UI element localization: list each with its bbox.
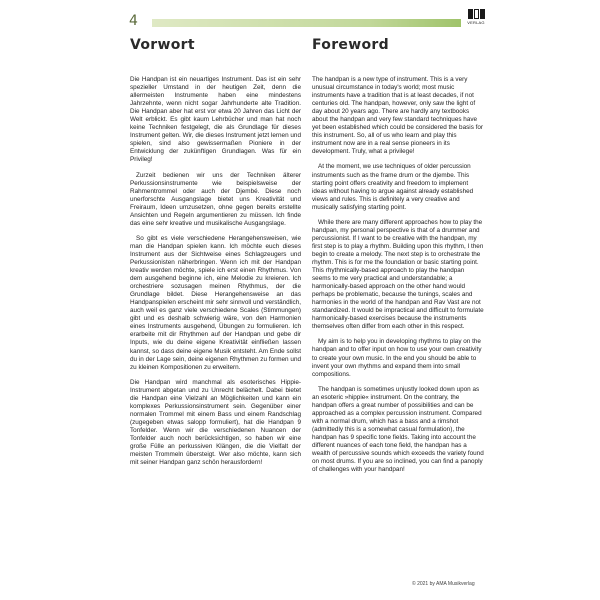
english-paragraph: At the moment, we use techniques of older percussion instruments such as the frame drum or the djembe. This starting point offers creativity and freedom to implement ideas without having to argue against already established views and rules. This is definitely a very creative and musically satisfying starting point.: [312, 163, 474, 211]
german-paragraph: Die Handpan wird manchmal als esoterisches Hippie-Instrument abgetan und zu Unrecht belächelt. Dabei bietet die Handpan eine Vielzahl an Möglichkeiten und kann ein komplexes Perkussionsinstrument sein. Gegenüber einer normalen Trommel mit einem Bass und einem Randschlag (zugegeben etwas salopp formuliert), hat die Handpan 9 Tonfelder. Wenn wir die verschiedenen Nuancen der Tonfelder auch noch berücksichtigen, so haben wir eine große Fülle an perkussiven Klängen, die die Vielfalt der meisten Trommeln übersteigt. Wer also möchte, kann sich mit seiner Handpan ganz schön herausfordern!: [130, 378, 301, 467]
english-body: [312, 76, 484, 474]
german-paragraph: Die Handpan ist ein neuartiges Instrument. Das ist ein sehr spezieller Umstand in der heutigen Zeit, denn die allermeisten Instrumente haben eine mindestens Jahrzehnte, wenn nicht sogar Jahrhunderte alte Tradition. Die Handpan aber hat erst vor etwa 20 Jahren das Licht der Welt erblickt. Es gibt kaum Lehrbücher und man hat noch keine Techniken festgelegt, die als Grundlage für dieses Instrument gelten. Wir, die dieses Instrument jetzt lernen und spielen, sind also gewissermaßen Pioniere in der Entwicklung der zukünftigen Grundlagen. Was für ein Privileg!: [130, 76, 301, 164]
english-paragraph: My aim is to help you in developing rhythms to play on the handpan and to offer input on how to use your own creativity to create your own music. In the end you should be able to invent your own rhythms and expand them into small compositions.: [312, 338, 482, 378]
publisher-logo: [466, 9, 486, 29]
english-column: [312, 37, 484, 481]
copyright-notice: © 2021 by AMA Musikverlag: [412, 581, 475, 587]
english-paragraph: The handpan is a new type of instrument. This is a very unusual circumstance in today's world; most music instruments have a tradition that is at least decades, if not centuries old. The handpan, however, only saw the light of day about 20 years ago. There are hardly any textbooks about the handpan and very few standard techniques have yet been established which could be considered the basis for this instrument. So, all of us who learn and play this instrument now are in a real sense pioneers in its development. Truly, what a privilege!: [312, 76, 484, 156]
english-title: Foreword: [312, 37, 389, 53]
english-paragraph: The handpan is sometimes unjustly looked down upon as an esoteric »hippie« instrument. On the contrary, the handpan offers a great number of possibilities and can be approached as a complex percussion instrument. Compared with a normal drum, which has a bass and a rimshot (admittedly this is a somewhat casual formulation), the handpan has 9 specific tone fields. Taking into account the different nuances of each tone field, the handpan has a wealth of percussive sounds which exceeds the variety found on most drums. If you are so inclined, you can find a panoply of challenges with your handpan!: [312, 385, 484, 474]
header-accent-bar: [152, 19, 461, 27]
german-paragraph: So gibt es viele verschiedene Herangehensweisen, wie man die Handpan spielen kann. Ich möchte euch dieses Instrument aus der Sichtweise eines Schlagzeugers und Perkussionisten näherbringen. Wenn ich mit der Handpan kreativ werden möchte, spiele ich erst einen Rhythmus. Von dem ausgehend beginne ich, eine Melodie zu kreieren. Ich orchestriere sozusagen meinen Rhythmus, der die Grundlage bildet. Diese Herangehensweise an das Handpanspielen erscheint mir sehr sinnvoll und verständlich, auch weil es ganz viele verschiedene Scales (Stimmungen) gibt und es deshalb schwierig wäre, von den Harmonien eines Instruments ausgehend, Übungen zu formulieren. Ich erarbeite mit dir Rhythmen auf der Handpan und gebe dir Inputs, wie du deine eigene Kreativität einfließen lassen kannst, so dass deine eigene Musik entsteht. Am Ende sollst du in der Lage sein, deine eigenen Rhythmen zu formen und zu kleinen Kompositionen zu erweitern.: [130, 234, 301, 371]
german-body: [130, 76, 301, 467]
page-number: 4: [129, 13, 138, 29]
german-paragraph: Zurzeit bedienen wir uns der Techniken älterer Perkussionsinstrumente wie beispielsweise der Rahmentrommel oder auch der Djembé. Diese noch unerforschte Ausgangslage bietet uns Kreativität und Freiraum, Ideen umzusetzen, ohne gegen bereits erstellte Ansichten und Regeln argumentieren zu müssen. Ich finde das eine sehr kreative und musikalische Ausgangslage.: [130, 171, 301, 227]
logo-mark-icon: [466, 9, 486, 19]
german-column: [130, 37, 301, 474]
english-paragraph: While there are many different approaches how to play the handpan, my personal perspective is that of a drummer and percussionist. If I want to be creative with the handpan, my first step is to play a rhythm. Building upon this rhythm, I then begin to create a melody. The next step is to orchestrate the rhythm. This is for me the foundation or basic starting point. This rhythmically-based approach to play the handpan seems to me very practical and understandable; a harmonically-based approach on the other hand would perhaps be problematic, because the tunings, scales and harmonies in the world of the handpan and Rav Vast are not standardized. It would be impractical and difficult to formulate harmonically-based exercises because the instruments themselves often differ from each other in this respect.: [312, 218, 484, 331]
german-title: Vorwort: [130, 37, 195, 53]
publisher-logo-subtext: VERLAG: [467, 20, 485, 25]
